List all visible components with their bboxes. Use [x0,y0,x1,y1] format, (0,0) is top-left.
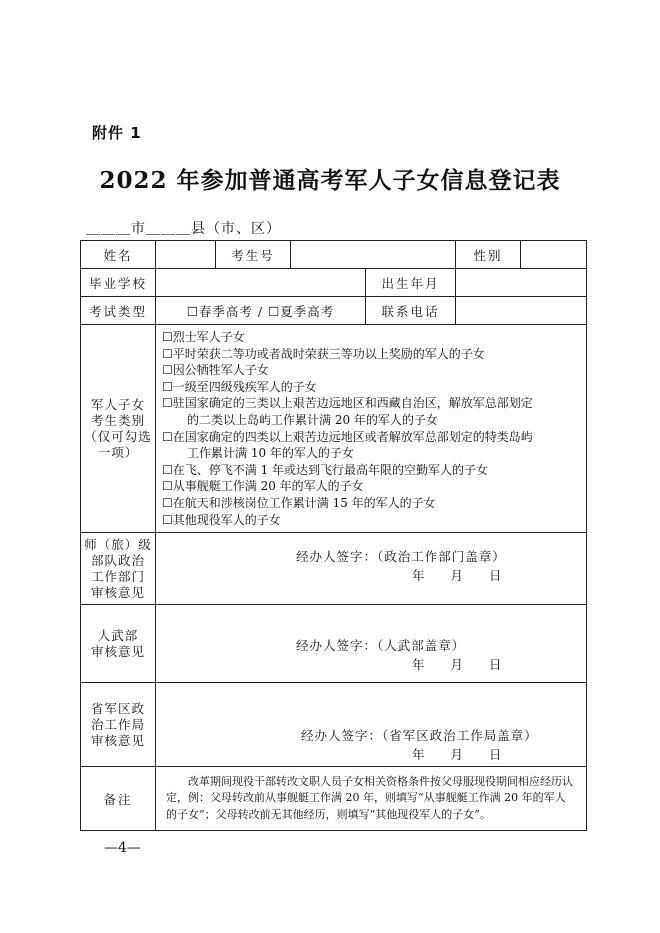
gender-label: 性别 [456,241,521,269]
exam-number-field[interactable] [291,241,456,269]
row-exam-type [81,297,587,325]
division-signature-line: 经办人签字：（政治工作部门盖章） [296,549,506,565]
category-checkbox-aerospace-nuclear[interactable]: ☐在航天和涉核岗位工作累计满 15 年的军人的子女 [162,495,436,510]
provincial-label-line: 省军区政 [90,700,145,716]
name-field[interactable] [156,241,216,269]
exam-type-label: 考试类型 [81,297,156,325]
armed-label-line: 审核意见 [90,643,145,659]
category-checkbox-other-active[interactable]: ☐其他现役军人的子女 [162,512,281,527]
remarks-label: 备注 [81,767,156,831]
row-remarks [81,767,587,831]
armed-label-line: 人武部 [97,627,139,643]
category-label [81,325,156,533]
provincial-label-line: 审核意见 [90,732,145,748]
birth-date-label: 出生年月 [366,269,456,297]
category-label-line: （仅可勾选 [84,428,152,444]
school-label: 毕业学校 [81,269,156,297]
phone-field[interactable] [456,297,587,325]
exam-type-options[interactable]: ☐春季高考 / ☐夏季高考 [156,297,366,325]
armed-date-line: 年 月 日 [412,657,502,673]
phone-label: 联系电话 [366,297,456,325]
division-review-field[interactable] [156,533,587,605]
division-label-line: 部队政治 [90,552,145,568]
division-label-line: 工作部门 [90,568,145,584]
category-label-line: 考生类别 [90,412,145,428]
gender-field[interactable] [521,241,587,269]
category-checkbox-disabled[interactable]: ☐一级至四级残疾军人的子女 [162,379,317,394]
row-school [81,269,587,297]
row-basic-info [81,241,587,269]
category-label-line: 一项） [97,444,139,460]
row-category [81,325,587,533]
category-label-line: 军人子女 [90,396,145,412]
provincial-label-line: 治工作局 [90,716,145,732]
row-armed-review [81,605,587,683]
row-provincial-review [81,683,587,767]
registration-form-table [80,240,587,831]
page-number: —4— [104,840,141,856]
attachment-label: 附件 1 [92,124,142,142]
category-checkbox-martyr[interactable]: ☐烈士军人子女 [162,330,245,344]
category-checkbox-naval[interactable]: ☐从事舰艇工作满 20 年的军人的子女 [162,479,364,494]
provincial-date-line: 年 月 日 [412,747,502,763]
row-division-review [81,533,587,605]
remarks-text [156,767,587,831]
category-options [156,325,587,533]
armed-review-field[interactable] [156,605,587,683]
provincial-review-field[interactable] [156,683,587,767]
provincial-signature-line: 经办人签字：（省军区政治工作局盖章） [301,728,538,744]
category-checkbox-merit[interactable]: ☐平时荣获二等功或者战时荣获三等功以上奖励的军人的子女 [162,346,485,361]
locality-line: ＿＿＿市＿＿＿县（市、区） [86,221,281,237]
division-label-line: 师（旅）级 [84,536,152,552]
category-checkbox-remote-20y[interactable]: ☐驻国家确定的三类以上艰苦边远地区和西藏自治区，解放军总部划定 [162,396,533,411]
provincial-review-label [81,683,156,767]
division-label-line: 审核意见 [90,584,145,600]
category-remote-10y-continued: 工作累计满 10 年的军人的子女 [187,446,354,461]
birth-date-field[interactable] [456,269,587,297]
exam-number-label: 考生号 [216,241,291,269]
armed-signature-line: 经办人签字：（人武部盖章） [296,638,466,654]
category-checkbox-remote-10y[interactable]: ☐在国家确定的四类以上艰苦边远地区或者解放军总部划定的特类岛屿 [162,429,533,444]
school-field[interactable] [156,269,366,297]
category-checkbox-line-of-duty[interactable]: ☐因公牺牲军人子女 [162,363,269,378]
division-review-label [81,533,156,605]
armed-review-label [81,605,156,683]
name-label: 姓名 [81,241,156,269]
division-date-line: 年 月 日 [412,568,502,584]
form-title: 2022 年参加普通高考军人子女信息登记表 [99,167,561,194]
remarks-paragraph: 改革期间现役干部转改文职人员子女相关资格条件按父母服现役期间相应经历认定，例：父母转改前从事舰艇工作满 20 年，则填写“从事舰艇工作满 20 年的军人的子女”；父母转改前无其他经历，则填写“其他现役军人的子女”。 [166,774,573,821]
category-checkbox-aircrew[interactable]: ☐在飞、停飞不满 1 年或达到飞行最高年限的空勤军人的子女 [162,462,489,477]
category-remote-20y-continued: 的二类以上岛屿工作累计满 20 年的军人的子女 [187,412,438,427]
